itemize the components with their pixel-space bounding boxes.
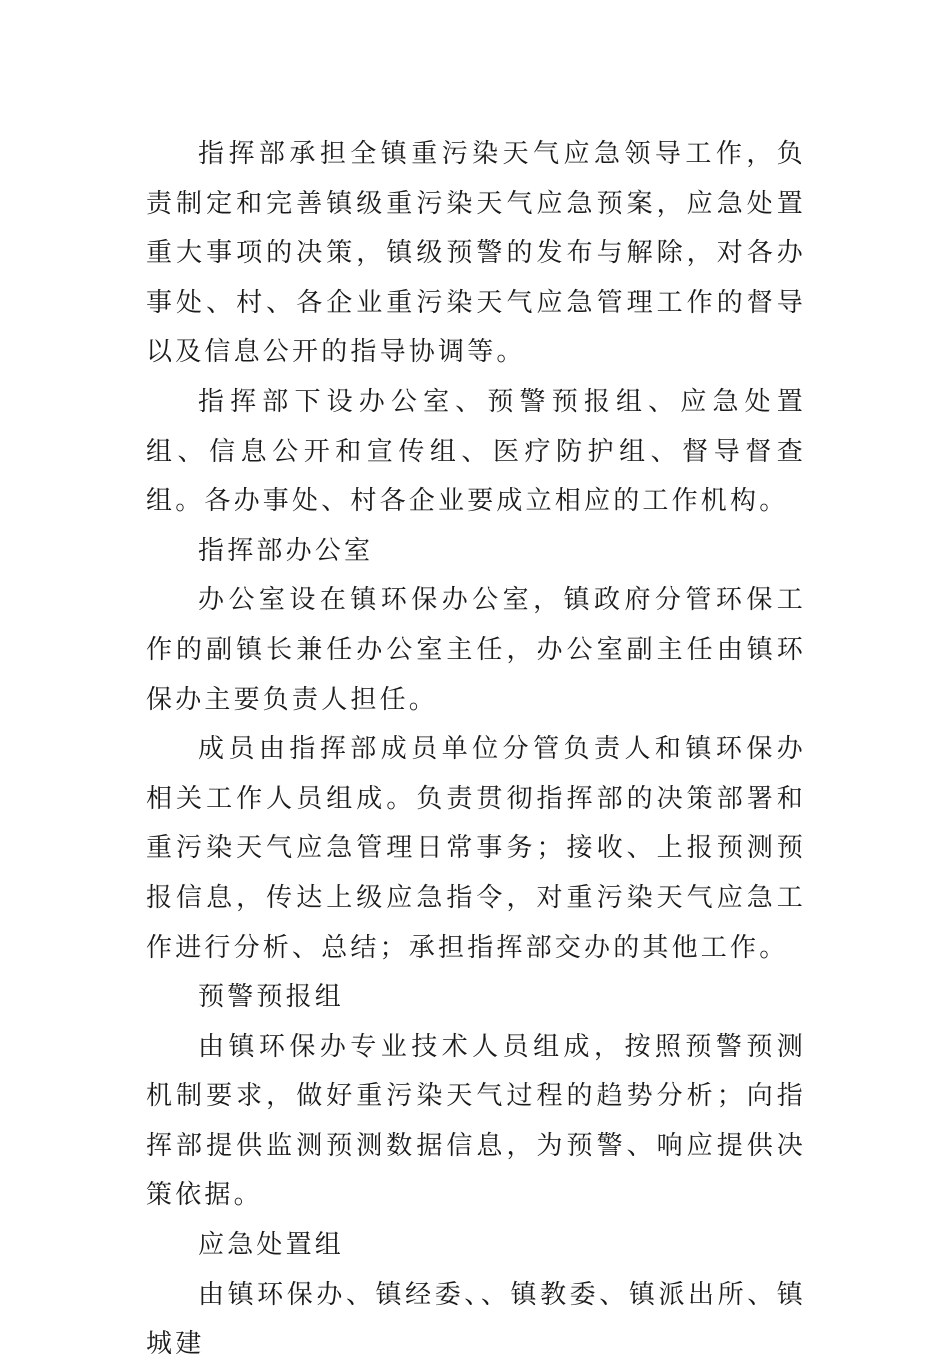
paragraph-response-group: 由镇环保办、镇经委、、镇教委、镇派出所、镇城建 (146, 1279, 806, 1360)
document-body (146, 130, 806, 1370)
paragraph-warning-group: 由镇环保办专业技术人员组成，按照预警预测机制要求，做好重污染天气过程的趋势分析；向指挥部提供监测预测数据信息，为预警、响应提供决策依据。 (146, 1031, 806, 1211)
paragraph-office-members: 成员由指挥部成员单位分管负责人和镇环保办相关工作人员组成。负责贯彻指挥部的决策部署和重污染天气应急管理日常事务；接收、上报预测预报信息，传达上级应急指令，对重污染天气应急工作进行分析、总结；承担指挥部交办的其他工作。 (146, 734, 806, 963)
paragraph-command-structure: 指挥部下设办公室、预警预报组、应急处置组、信息公开和宣传组、医疗防护组、督导督查组。各办事处、村各企业要成立相应的工作机构。 (146, 386, 806, 517)
section-heading-office: 指挥部办公室 (198, 535, 374, 566)
section-heading-response-group: 应急处置组 (198, 1230, 345, 1261)
paragraph-office-setup: 办公室设在镇环保办公室，镇政府分管环保工作的副镇长兼任办公室主任，办公室副主任由镇环保办主要负责人担任。 (146, 585, 806, 715)
paragraph-command-duties: 指挥部承担全镇重污染天气应急领导工作，负责制定和完善镇级重污染天气应急预案，应急处置重大事项的决策，镇级预警的发布与解除，对各办事处、村、各企业重污染天气应急管理工作的督导以及信息公开的指导协调等。 (146, 139, 806, 368)
section-heading-warning-group: 预警预报组 (198, 982, 345, 1013)
